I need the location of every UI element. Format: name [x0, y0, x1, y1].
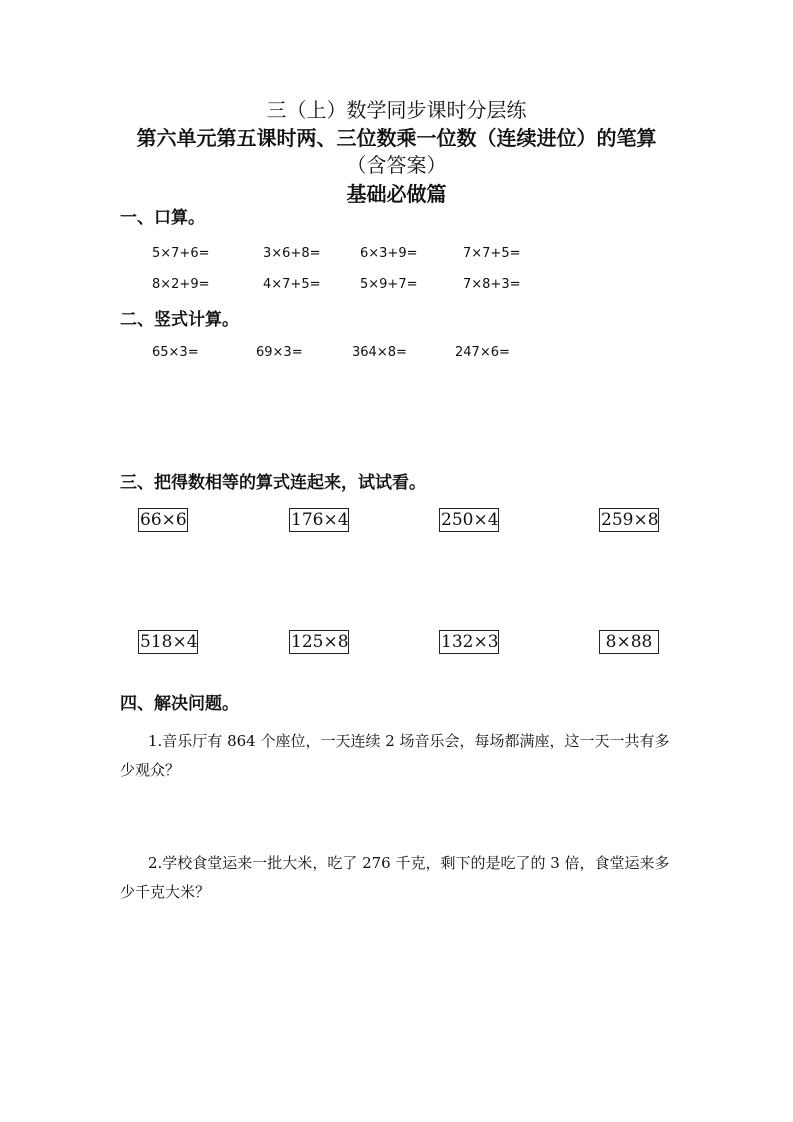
- match-box-top[interactable]: 250×4: [441, 510, 499, 530]
- oral-expression: 4×7+5=: [263, 277, 321, 292]
- worksheet-title: 三（上）数学同步课时分层练: [266, 98, 527, 122]
- vertical-expression: 69×3=: [256, 345, 303, 360]
- oral-expression: 7×8+3=: [463, 277, 521, 292]
- section-vertical-calculation: 二、竖式计算。: [120, 310, 239, 330]
- section-word-problems: 四、解决问题。: [120, 694, 239, 714]
- vertical-expression: 364×8=: [352, 345, 407, 360]
- oral-expression: 5×7+6=: [152, 246, 210, 261]
- vertical-expression: 65×3=: [152, 345, 199, 360]
- answer-note: （含答案）: [346, 153, 447, 177]
- match-box-top[interactable]: 176×4: [291, 510, 349, 530]
- level-title: 基础必做篇: [346, 182, 447, 206]
- match-box-bottom[interactable]: 125×8: [291, 632, 349, 652]
- lesson-title: 第六单元第五课时两、三位数乘一位数（连续进位）的笔算: [136, 126, 657, 150]
- section-oral-calculation: 一、口算。: [120, 208, 205, 228]
- oral-expression: 3×6+8=: [263, 246, 321, 261]
- word-problem-text: 1.音乐厅有 864 个座位，一天连续 2 场音乐会，每场都满座，这一天一共有多少观众？: [120, 732, 670, 779]
- section-matching: 三、把得数相等的算式连起来，试试看。: [120, 473, 426, 493]
- word-problem-1: [120, 727, 680, 785]
- match-box-top[interactable]: 66×6: [140, 510, 187, 530]
- word-problem-2: [120, 849, 680, 907]
- word-problem-text: 2.学校食堂运来一批大米，吃了 276 千克，剩下的是吃了的 3 倍，食堂运来多少千克大米？: [120, 854, 670, 901]
- match-box-top[interactable]: 259×8: [601, 510, 659, 530]
- match-box-bottom[interactable]: 132×3: [441, 632, 499, 652]
- oral-expression: 7×7+5=: [463, 246, 521, 261]
- match-box-bottom[interactable]: 8×88: [599, 630, 659, 654]
- match-box-bottom[interactable]: 518×4: [140, 632, 198, 652]
- oral-expression: 6×3+9=: [360, 246, 418, 261]
- oral-expression: 8×2+9=: [152, 277, 210, 292]
- oral-expression: 5×9+7=: [360, 277, 418, 292]
- vertical-expression: 247×6=: [455, 345, 510, 360]
